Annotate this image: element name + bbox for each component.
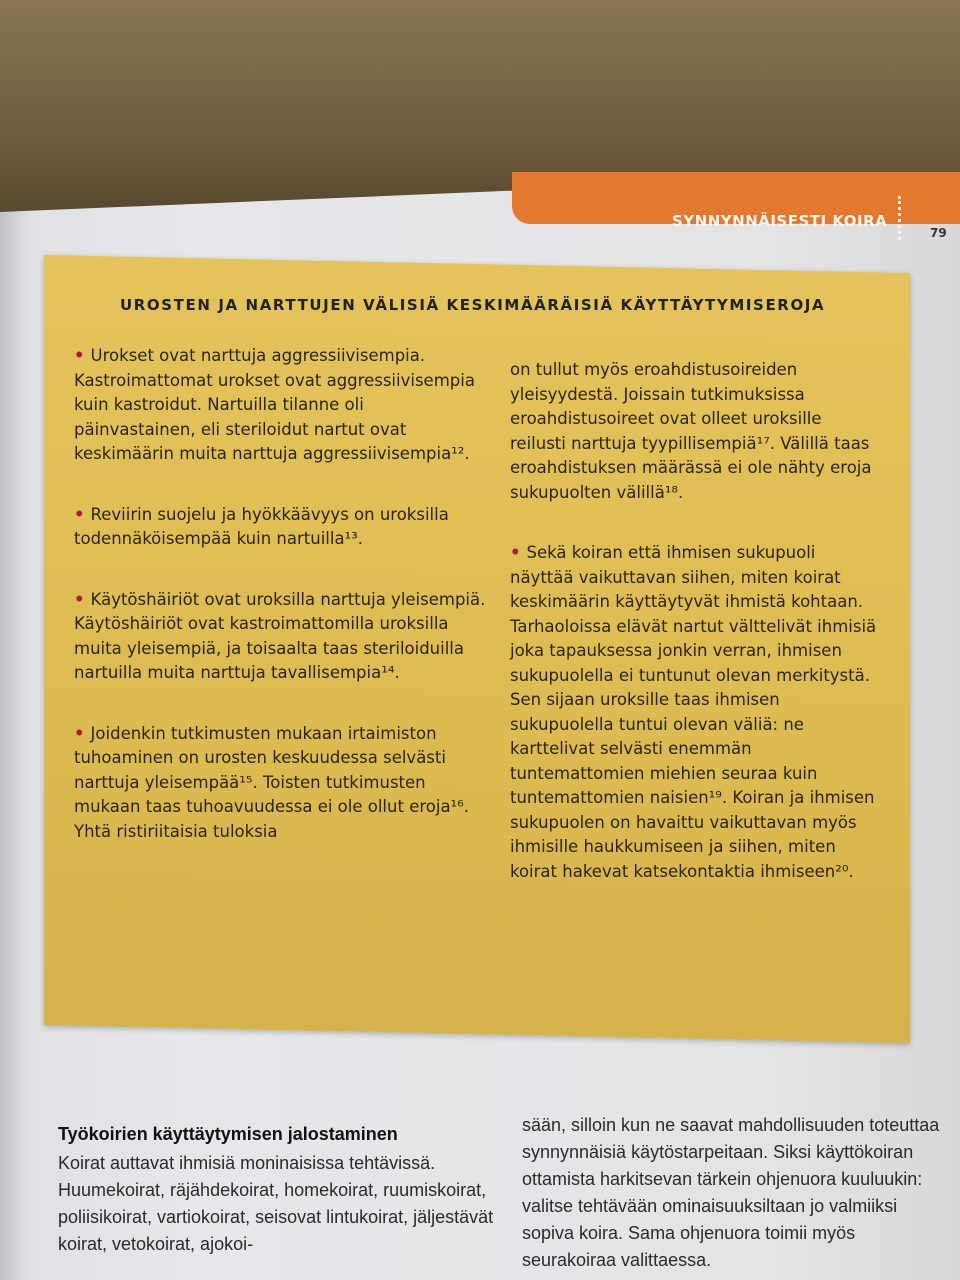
bullet-icon: • [74, 723, 85, 743]
body-left-column [58, 1150, 498, 1258]
bullet-item [74, 722, 486, 845]
bullet-item [74, 588, 486, 686]
page-number: 79 [930, 226, 947, 240]
bullet-icon: • [74, 346, 85, 365]
bullet-text: Urokset ovat narttuja aggressiivisempia. Kastroimattomat urokset ovat aggressiivisempia kuin kastroidut. Nartuilla tilanne oli päinvastainen, eli steriloidut nartut ovat keskimäärin muita narttuja aggressiivisempia¹². [74, 346, 475, 463]
infobox-left-column [74, 344, 486, 880]
body-right-column [522, 1112, 942, 1274]
background-surface [0, 0, 960, 200]
infobox-right-column [510, 358, 882, 920]
bullet-icon: • [74, 589, 85, 609]
bullet-item [74, 344, 486, 467]
bullet-icon: • [74, 504, 85, 524]
bullet-text: Sekä koiran että ihmisen sukupuoli näyttää vaikuttavan siihen, miten koirat keskimäärin käyttäytyvät ihmistä kohtaan. Tarhaoloissa elävät nartut välttelivät ihmisiä joka tapauksessa jonkin verran, ihmisen sukupuolella ei tuntunut olevan merkitystä. Sen sijaan uroksille taas ihmisen sukupuolella tuntui olevan väliä: ne karttelivat selvästi enemmän tuntemattomien miehien seuraa kuin tuntemattomien naisien¹⁹. Koiran ja ihmisen sukupuolen on havaittu vaikuttavan myös ihmisille haukkumiseen ja siihen, miten koirat hakevat katsekontaktia ihmiseen²⁰. [510, 543, 877, 881]
bullet-icon: • [510, 543, 521, 562]
continued-text: on tullut myös eroahdistusoireiden yleisyydestä. Joissain tutkimuksissa eroahdistusoireet ovat olleet uroksille reilusti narttuja tyypillisempiä¹⁷. Välillä taas eroahdistuksen määrässä ei ole nähty eroja sukupuolten välillä¹⁸. [510, 360, 872, 502]
bullet-text: Käytöshäiriöt ovat uroksilla narttuja yleisempiä. Käytöshäiriöt ovat kastroimattomilla uroksilla muita yleisempiä, ja toisaalta taas steriloiduilla nartuilla muita narttuja tavallisempia¹⁴. [74, 589, 486, 682]
bullet-text: Joidenkin tutkimusten mukaan irtaimiston tuhoaminen on urosten keskuudessa selvästi narttuja yleisempää¹⁵. Toisten tutkimusten mukaan taas tuhoavuudessa ei ole ollut eroja¹⁶. Yhtä ristiriitaisia tuloksia [74, 723, 470, 841]
body-paragraph: sään, silloin kun ne saavat mahdollisuuden toteuttaa synnynnäisiä käytöstarpeitaan. Siksi käyttökoiran ottamista harkitsevan tärkein ohjenuora kuuluukin: valitse tehtävään ominaisuuksiltaan jo valmiiksi sopiva koira. Sama ohjenuora toimii myös seurakoiraa valittaessa. [522, 1115, 940, 1270]
chapter-title: SYNNYNNÄISESTI KOIRA [672, 212, 888, 230]
header-divider [898, 196, 901, 240]
body-paragraph: Koirat auttavat ihmisiä moninaisissa tehtävissä. Huumekoirat, räjähdekoirat, homekoirat, ruumiskoirat, poliisikoirat, vartiokoirat, seisovat lintukoirat, jäljestävät koirat, vetokoirat, ajokoi- [58, 1153, 494, 1254]
bullet-text: Reviirin suojelu ja hyökkäävyys on uroksilla todennäköisempää kuin nartuilla¹³. [74, 504, 449, 548]
infobox-title: UROSTEN JA NARTTUJEN VÄLISIÄ KESKIMÄÄRÄISIÄ KÄYTTÄYTYMISEROJA [120, 296, 826, 314]
bullet-item [74, 503, 486, 552]
section-heading: Työkoirien käyttäytymisen jalostaminen [58, 1124, 398, 1144]
bullet-item [510, 541, 882, 884]
